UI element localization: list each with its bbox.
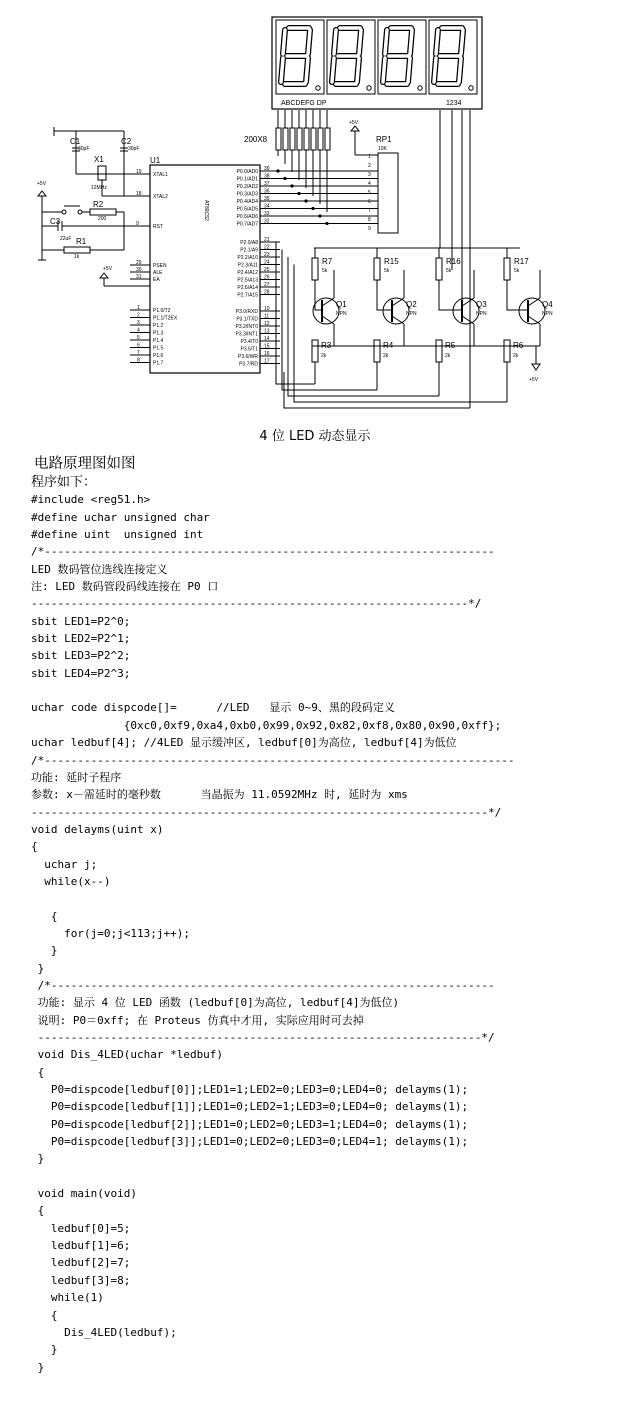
code-line: for(j=0;j<113;j++); bbox=[31, 926, 190, 940]
pin-name: P0.6/AD6 bbox=[236, 214, 258, 220]
pin-name: P0.7/AD7 bbox=[236, 221, 258, 228]
code-line: uchar j; bbox=[31, 857, 98, 871]
pin-name: XTAL1 bbox=[153, 172, 168, 178]
pin-number: 30 bbox=[136, 267, 142, 273]
emitter-resistor bbox=[374, 340, 380, 362]
c1-value: 30pF bbox=[78, 146, 90, 152]
segment-fill bbox=[332, 58, 334, 82]
decimal-point bbox=[316, 86, 320, 90]
base-resistor bbox=[374, 258, 380, 280]
code-line: #include <reg51.h> bbox=[31, 493, 151, 507]
pin-number: 3 bbox=[137, 320, 140, 326]
pin-name: P3.2/INT0 bbox=[235, 324, 258, 330]
pin-number: 31 bbox=[136, 274, 142, 280]
transistor-type: NPN bbox=[336, 311, 347, 317]
pack-resistor bbox=[283, 128, 288, 150]
decimal-point bbox=[418, 86, 422, 90]
vcc-label: +5V bbox=[529, 377, 539, 383]
pin-name: P0.3/AD3 bbox=[236, 191, 258, 198]
clock-reset-circuit bbox=[37, 127, 150, 286]
segment-fill bbox=[385, 30, 387, 54]
pin-name: P3.0/RXD bbox=[235, 309, 258, 315]
pin-number: 22 bbox=[264, 244, 270, 251]
pin-name: P1.6 bbox=[153, 353, 164, 359]
transistor-name: Q3 bbox=[476, 300, 487, 309]
pack-resistor bbox=[276, 128, 281, 150]
rp1-pin-number: 9 bbox=[368, 226, 371, 232]
rp1-pin-number: 3 bbox=[368, 172, 371, 178]
rp1-pin-number: 4 bbox=[368, 181, 371, 187]
base-resistor-name: R17 bbox=[514, 257, 529, 266]
code-line: { bbox=[31, 840, 38, 854]
rp1-pin-number: 2 bbox=[368, 163, 371, 169]
segment-fill bbox=[359, 30, 361, 54]
pin-name: P2.0/A8 bbox=[240, 240, 258, 246]
pin-number: 12 bbox=[264, 321, 270, 327]
pin-name: P2.3/A11 bbox=[237, 262, 258, 269]
segment-fill bbox=[408, 58, 410, 82]
pin-number: 16 bbox=[264, 351, 270, 357]
pin-number: 11 bbox=[264, 313, 270, 320]
base-link bbox=[315, 280, 322, 310]
code-line: ledbuf[0]=5; bbox=[31, 1221, 131, 1235]
pin-number: 8 bbox=[137, 357, 140, 364]
base-resistor-name: R15 bbox=[384, 257, 399, 266]
pin-number: 18 bbox=[136, 191, 142, 197]
code-line: } bbox=[31, 961, 45, 975]
code-line: 注: LED 数码管段码线连接在 P0 口 bbox=[31, 580, 219, 594]
pin-number: 7 bbox=[137, 350, 140, 356]
emitter-resistor-name: R5 bbox=[445, 341, 456, 350]
pin-name: P2.6/A14 bbox=[237, 285, 258, 291]
segment-fill bbox=[461, 30, 463, 54]
code-line: 说明: P0＝0xff; 在 Proteus 仿真中才用, 实际应用时可去掉 bbox=[31, 1013, 364, 1027]
pin-name: P2.1/A9 bbox=[240, 247, 258, 254]
pin-name: P1.3 bbox=[153, 330, 164, 337]
pin-number: 9 bbox=[136, 221, 139, 227]
transistor-type: NPN bbox=[406, 311, 417, 317]
pin-name: P1.4 bbox=[153, 338, 164, 344]
segment-fill bbox=[281, 58, 283, 82]
emitter-resistor bbox=[312, 340, 318, 362]
pin-name: P0.5/AD5 bbox=[236, 206, 258, 213]
base-resistor-value: 5k bbox=[322, 268, 328, 274]
p2-link bbox=[294, 265, 507, 403]
code-line: void delayms(uint x) bbox=[31, 822, 164, 836]
emitter-resistor bbox=[436, 340, 442, 362]
pin-name: P3.4/T0 bbox=[240, 339, 258, 345]
code-line: ledbuf[2]=7; bbox=[31, 1256, 131, 1270]
pin-number: 10 bbox=[264, 306, 270, 312]
code-line: -------------------------------------------------------------------*/ bbox=[31, 1031, 495, 1044]
pin-number: 23 bbox=[264, 252, 270, 258]
code-line: /*-------------------------------------------------------------------- bbox=[31, 545, 495, 559]
code-line: { bbox=[31, 1308, 58, 1322]
transistor-type: NPN bbox=[476, 311, 487, 317]
pin-number: 28 bbox=[264, 289, 270, 296]
code-line: Dis_4LED(ledbuf); bbox=[31, 1325, 177, 1339]
pin-number: 32 bbox=[264, 218, 270, 225]
pin-name: P3.1/TXD bbox=[236, 316, 258, 323]
junction bbox=[298, 192, 300, 194]
code-line: P0=dispcode[ledbuf[3]];LED1=0;LED2=0;LED3=0;LED4=1; delayms(1); bbox=[31, 1135, 469, 1149]
pin-name: P0.0/AD0 bbox=[236, 169, 258, 175]
code-line: } bbox=[31, 1360, 45, 1374]
pin-name: XTAL2 bbox=[153, 194, 168, 200]
code-line: #define uchar unsigned char bbox=[31, 510, 210, 524]
pack-resistor bbox=[325, 128, 330, 150]
emitter-resistor-value: 2k bbox=[321, 353, 327, 359]
digit-driver-transistors bbox=[276, 110, 553, 408]
pin-number: 4 bbox=[137, 327, 140, 334]
junction bbox=[326, 222, 328, 224]
segment-fill bbox=[357, 58, 359, 82]
base-link bbox=[507, 280, 528, 310]
decimal-point bbox=[469, 86, 473, 90]
c2-label: C2 bbox=[121, 137, 132, 146]
pin-number: 34 bbox=[264, 203, 270, 210]
rp1-pin-number: 6 bbox=[368, 199, 371, 205]
code-line: } bbox=[31, 1343, 58, 1357]
decimal-point bbox=[367, 86, 371, 90]
code-line: { bbox=[31, 1204, 45, 1218]
base-resistor-name: R7 bbox=[322, 257, 333, 266]
base-resistor bbox=[436, 258, 442, 280]
code-line: { bbox=[31, 1065, 45, 1079]
r2-value: 200 bbox=[98, 216, 107, 222]
pin-name: P3.5/T1 bbox=[240, 346, 258, 353]
code-line: } bbox=[31, 944, 58, 958]
resistor-pack-label: 200X8 bbox=[244, 135, 268, 144]
pin-name: P1.0/T2 bbox=[153, 308, 171, 314]
pin-name: P3.6/WR bbox=[237, 354, 258, 360]
code-line: sbit LED4=P2^3; bbox=[31, 666, 131, 680]
base-resistor-value: 5k bbox=[384, 268, 390, 274]
pin-number: 38 bbox=[264, 173, 270, 180]
u1-label: U1 bbox=[150, 156, 161, 165]
x1-value: 12MHz bbox=[91, 185, 107, 191]
code-line: P0=dispcode[ledbuf[1]];LED1=0;LED2=1;LED3=0;LED4=0; delayms(1); bbox=[31, 1100, 469, 1114]
code-line: } bbox=[31, 1152, 45, 1166]
junction bbox=[305, 200, 307, 202]
c3-value: 22uF bbox=[60, 236, 72, 242]
code-line: /*------------------------------------------------------------------- bbox=[31, 978, 495, 992]
pin-number: 5 bbox=[137, 335, 140, 341]
r2-label: R2 bbox=[93, 200, 104, 209]
code-line: P0=dispcode[ledbuf[0]];LED1=1;LED2=0;LED3=0;LED4=0; delayms(1); bbox=[31, 1083, 469, 1097]
code-line: P0=dispcode[ledbuf[2]];LED1=0;LED2=0;LED3=1;LED4=0; delayms(1); bbox=[31, 1117, 469, 1131]
junction bbox=[277, 170, 279, 172]
pin-name: EA bbox=[153, 277, 160, 283]
pin-name: P2.7/A15 bbox=[237, 292, 258, 299]
pin-number: 26 bbox=[264, 274, 270, 281]
pin-name: P0.4/AD4 bbox=[236, 199, 258, 205]
transistor-name: Q1 bbox=[336, 300, 347, 309]
section-title: 电路原理图如图 bbox=[34, 456, 136, 472]
pack-resistor bbox=[297, 128, 302, 150]
rp1-pin-number: 1 bbox=[368, 154, 371, 160]
code-line: 功能: 延时子程序 bbox=[31, 770, 122, 784]
x1-label: X1 bbox=[94, 155, 104, 164]
pin-number: 24 bbox=[264, 259, 270, 266]
transistor-type: NPN bbox=[542, 311, 553, 317]
segment-fill bbox=[436, 30, 438, 54]
junction bbox=[291, 185, 293, 187]
p2-link bbox=[282, 250, 377, 391]
segment-fill bbox=[308, 30, 310, 54]
code-line: /*----------------------------------------------------------------------- bbox=[31, 753, 515, 767]
pin-number: 29 bbox=[136, 260, 142, 266]
pack-resistor bbox=[304, 128, 309, 150]
pin-name: P1.1/T2EX bbox=[153, 315, 178, 322]
ground-symbol bbox=[532, 364, 540, 370]
code-line: while(1) bbox=[31, 1291, 104, 1305]
pin-name: P0.2/AD2 bbox=[236, 184, 258, 190]
pin-name: P2.5/A13 bbox=[237, 277, 258, 284]
vcc-label: +5V bbox=[103, 266, 113, 272]
emitter-resistor-name: R3 bbox=[321, 341, 332, 350]
pin-number: 39 bbox=[264, 166, 270, 172]
emitter-resistor-value: 2k bbox=[445, 353, 451, 359]
base-resistor-value: 5k bbox=[514, 268, 520, 274]
p2-link bbox=[288, 257, 439, 396]
code-line: void Dis_4LED(uchar *ledbuf) bbox=[31, 1048, 224, 1062]
r1-value: 1k bbox=[74, 254, 80, 260]
digit-pin-label: 1234 bbox=[446, 100, 462, 107]
code-line: { bbox=[31, 909, 58, 923]
code-line: sbit LED2=P2^1; bbox=[31, 632, 131, 646]
pin-number: 17 bbox=[264, 358, 270, 365]
r1-label: R1 bbox=[76, 237, 87, 246]
pack-resistor bbox=[311, 128, 316, 150]
base-link bbox=[439, 280, 462, 310]
base-resistor-value: 5k bbox=[446, 268, 452, 274]
segment-fill bbox=[459, 58, 461, 82]
pin-number: 1 bbox=[137, 305, 140, 311]
chip-name: AT89C52 bbox=[203, 200, 209, 221]
transistor-name: Q4 bbox=[542, 300, 553, 309]
emitter-resistor-name: R6 bbox=[513, 341, 524, 350]
rp1-pin-number: 7 bbox=[368, 208, 371, 214]
pin-name: P2.4/A12 bbox=[237, 270, 258, 276]
c2-value: 30pF bbox=[128, 146, 140, 152]
pin-name: PSEN bbox=[153, 263, 167, 269]
junction bbox=[319, 215, 321, 217]
pin-name: P1.2 bbox=[153, 323, 164, 329]
c3-label: C3 bbox=[50, 217, 61, 226]
code-line: 功能: 显示 4 位 LED 函数 (ledbuf[0]为高位, ledbuf[4]为低位) bbox=[31, 996, 400, 1010]
segment-pin-label: ABCDEFG DP bbox=[281, 100, 327, 107]
pin-number: 19 bbox=[136, 169, 142, 175]
pin-number: 6 bbox=[137, 342, 140, 349]
code-line: sbit LED1=P2^0; bbox=[31, 614, 131, 628]
junction bbox=[312, 207, 314, 209]
vcc-label: +5V bbox=[37, 181, 47, 187]
code-line: #define uint unsigned int bbox=[31, 528, 204, 542]
code-line: 参数: x－需延时的毫秒数 当晶振为 11.0592MHz 时, 延时为 xms bbox=[31, 788, 408, 802]
pin-name: P1.7 bbox=[153, 360, 164, 367]
emitter-resistor bbox=[504, 340, 510, 362]
pin-name: P2.2/A10 bbox=[237, 255, 258, 261]
pin-name: RST bbox=[153, 224, 163, 230]
c1-label: C1 bbox=[70, 137, 81, 146]
code-line: uchar ledbuf[4]; //4LED 显示缓冲区, ledbuf[0]为高位, ledbuf[4]为低位 bbox=[31, 736, 457, 750]
code-line: void main(void) bbox=[31, 1187, 137, 1201]
code-line: {0xc0,0xf9,0xa4,0xb0,0x99,0x92,0x82,0xf8,0x80,0x90,0xff}; bbox=[31, 718, 502, 732]
pin-number: 35 bbox=[264, 196, 270, 202]
code-line: ---------------------------------------------------------------------*/ bbox=[31, 805, 502, 819]
figure-caption: 4 位 LED 动态显示 bbox=[259, 429, 371, 444]
segment-fill bbox=[434, 58, 436, 82]
pin-name: P3.7/RD bbox=[239, 361, 258, 368]
pin-name: ALE bbox=[153, 270, 163, 276]
emitter-resistor-value: 2k bbox=[513, 353, 519, 359]
code-line: 程序如下： bbox=[31, 475, 97, 490]
code-line: sbit LED3=P2^2; bbox=[31, 649, 131, 663]
microcontroller-u1 bbox=[130, 156, 378, 373]
base-resistor bbox=[312, 258, 318, 280]
pin-number: 15 bbox=[264, 343, 270, 350]
seven-segment-display bbox=[272, 17, 482, 109]
pin-name: P1.5 bbox=[153, 345, 164, 352]
junction bbox=[284, 177, 286, 179]
circuit-schematic bbox=[0, 0, 630, 420]
source-code bbox=[31, 474, 514, 1376]
pin-number: 36 bbox=[264, 188, 270, 195]
code-line: LED 数码管位选线连接定义 bbox=[31, 562, 168, 576]
emitter-resistor-value: 2k bbox=[383, 353, 389, 359]
vcc-label: +5V bbox=[349, 120, 359, 126]
code-line: ledbuf[1]=6; bbox=[31, 1239, 131, 1253]
rp1-value: 10K bbox=[378, 146, 387, 152]
pin-number: 33 bbox=[264, 211, 270, 217]
code-line: ------------------------------------------------------------------*/ bbox=[31, 597, 482, 611]
base-resistor-name: R16 bbox=[446, 257, 461, 266]
segment-fill bbox=[334, 30, 336, 54]
code-line: uchar code dispcode[]= //LED 显示 0~9、黑的段码定义 bbox=[31, 701, 395, 715]
pin-number: 14 bbox=[264, 336, 270, 342]
code-line bbox=[31, 682, 514, 699]
pin-name: P3.3/INT1 bbox=[235, 331, 258, 338]
rp1-pin-number: 8 bbox=[368, 217, 371, 223]
segment-fill bbox=[283, 30, 285, 54]
segment-fill bbox=[383, 58, 385, 82]
base-resistor bbox=[504, 258, 510, 280]
pin-number: 37 bbox=[264, 181, 270, 187]
pin-number: 13 bbox=[264, 328, 270, 335]
rp1-label: RP1 bbox=[376, 135, 392, 144]
rp1-pin-number: 5 bbox=[368, 190, 371, 196]
pin-name: P0.1/AD1 bbox=[236, 176, 258, 183]
segment-fill bbox=[410, 30, 412, 54]
pack-resistor bbox=[318, 128, 323, 150]
emitter-resistor-name: R4 bbox=[383, 341, 394, 350]
pin-number: 27 bbox=[264, 282, 270, 288]
code-line: while(x--) bbox=[31, 874, 111, 888]
pin-number: 2 bbox=[137, 312, 140, 319]
transistor-name: Q2 bbox=[406, 300, 417, 309]
code-line bbox=[31, 890, 514, 907]
pin-number: 25 bbox=[264, 267, 270, 273]
code-line bbox=[31, 1168, 514, 1185]
pack-resistor bbox=[290, 128, 295, 150]
code-line: ledbuf[3]=8; bbox=[31, 1273, 131, 1287]
segment-fill bbox=[306, 58, 308, 82]
pin-number: 21 bbox=[264, 237, 270, 243]
